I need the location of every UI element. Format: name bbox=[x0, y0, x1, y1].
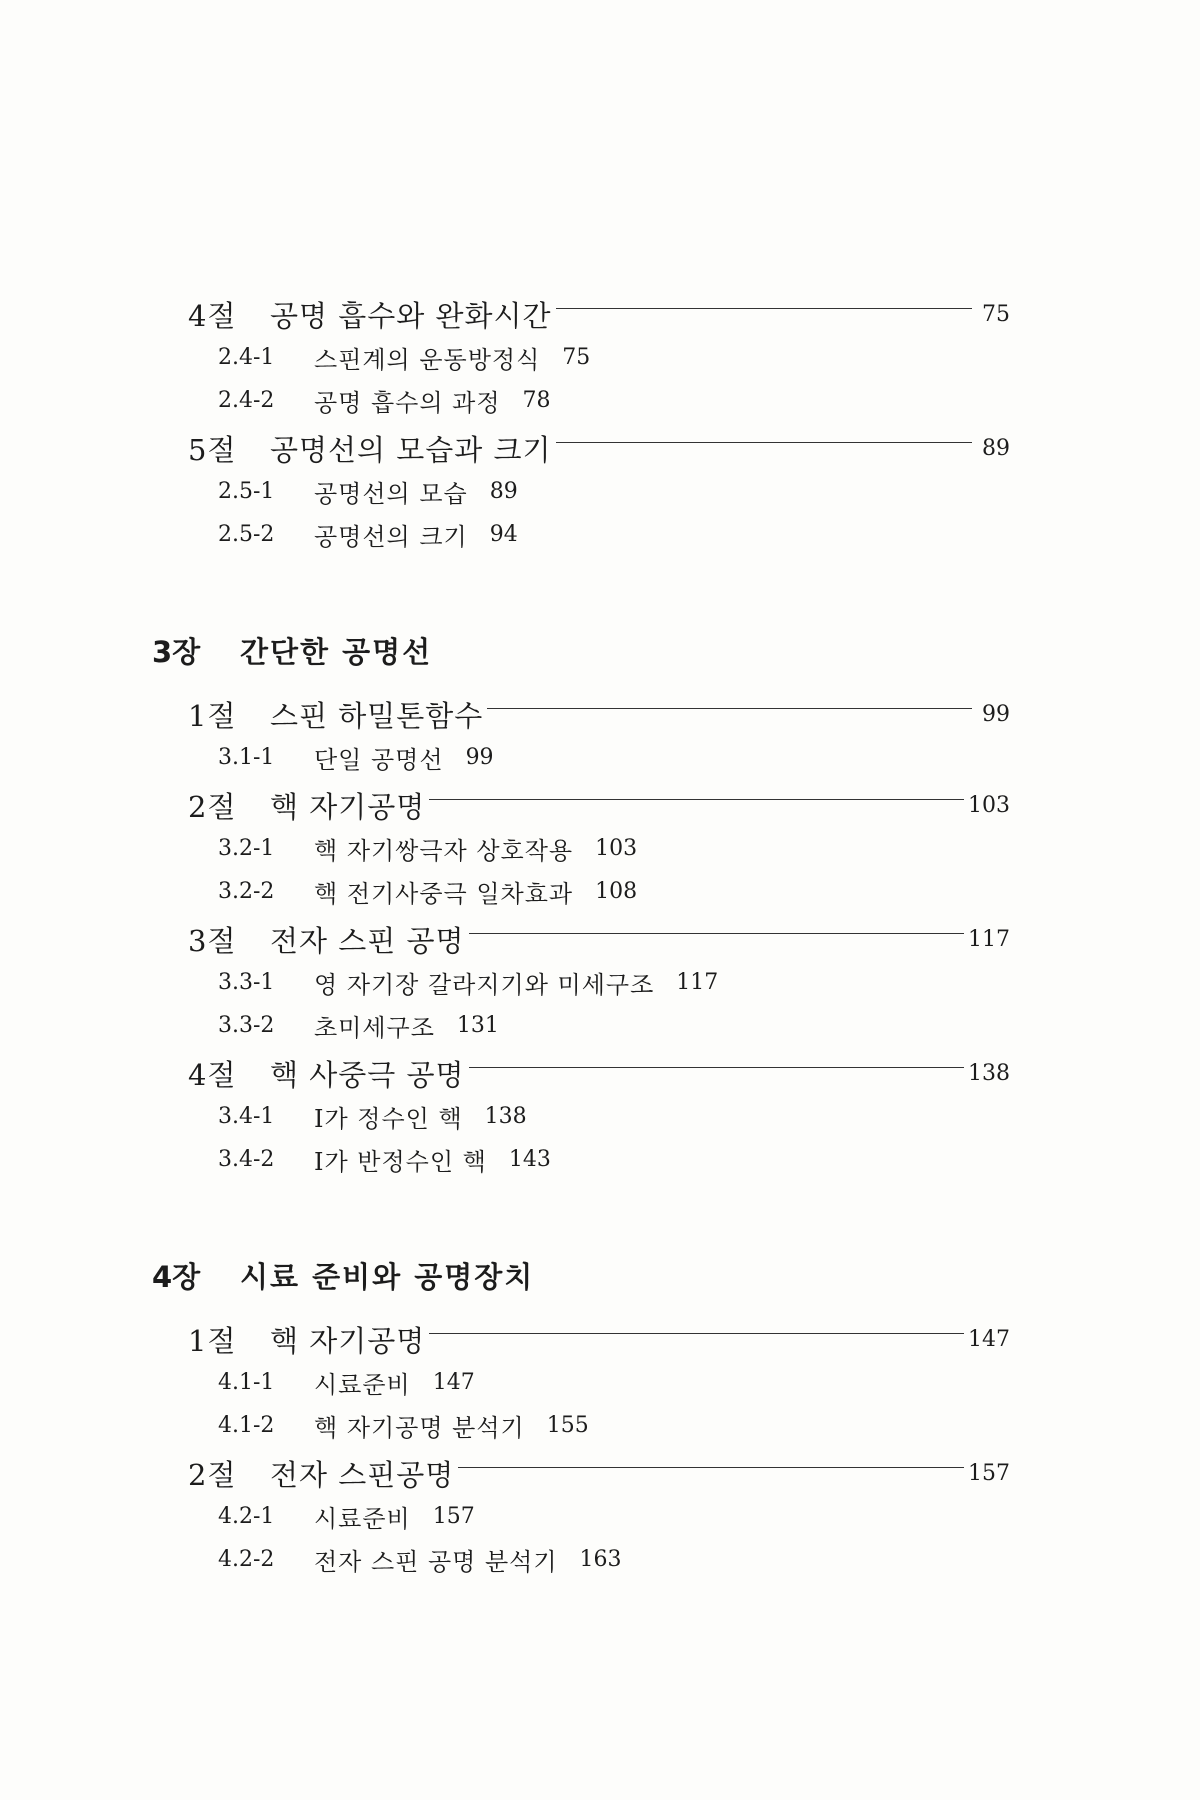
subsection-page-number: 155 bbox=[546, 1413, 589, 1438]
subsection-title: I가 정수인 핵 bbox=[314, 1105, 463, 1133]
section-title: 핵 자기공명 bbox=[270, 789, 426, 824]
subsection-page-number: 143 bbox=[508, 1147, 551, 1172]
section-page-number: 138 bbox=[968, 1060, 1010, 1086]
subsection-page-number: 157 bbox=[432, 1504, 475, 1529]
section-number: 2절 bbox=[188, 789, 237, 824]
subsection-title: 전자 스핀 공명 분석기 bbox=[314, 1548, 558, 1576]
section-page-number: 103 bbox=[968, 792, 1010, 818]
subsection-number: 3.2-1 bbox=[218, 836, 275, 861]
subsection-title: 시료준비 bbox=[314, 1371, 411, 1399]
subsection-number: 2.4-2 bbox=[218, 388, 275, 413]
subsection-page-number: 103 bbox=[595, 836, 638, 861]
toc-subsection-entry[interactable] bbox=[218, 1095, 1200, 1138]
subsection-number: 2.4-1 bbox=[218, 345, 275, 370]
toc-subsection-entry[interactable] bbox=[218, 1538, 1200, 1581]
section-title: 전자 스핀 공명 bbox=[270, 923, 465, 958]
leader-line bbox=[556, 308, 972, 309]
subsection-page-number: 147 bbox=[432, 1370, 475, 1395]
leader-line bbox=[469, 1067, 964, 1068]
leader-line bbox=[458, 1467, 964, 1468]
subsection-number: 4.1-1 bbox=[218, 1370, 275, 1395]
subsection-number: 4.2-1 bbox=[218, 1504, 275, 1529]
chapter-spacer bbox=[0, 556, 1200, 622]
subsection-number: 2.5-2 bbox=[218, 522, 275, 547]
section-number: 1절 bbox=[188, 698, 237, 733]
toc-subsection-entry[interactable] bbox=[218, 1138, 1200, 1181]
subsection-page-number: 131 bbox=[456, 1013, 499, 1038]
subsection-number: 4.2-2 bbox=[218, 1547, 275, 1572]
section-page-number: 99 bbox=[982, 701, 1010, 727]
section-title: 스핀 하밀톤함수 bbox=[270, 698, 484, 733]
toc-section-entry[interactable] bbox=[188, 426, 1010, 470]
subsection-page-number: 99 bbox=[465, 745, 494, 770]
section-page-number: 89 bbox=[982, 435, 1010, 461]
subsection-page-number: 117 bbox=[676, 970, 719, 995]
toc-section-entry[interactable] bbox=[188, 783, 1010, 827]
toc-subsection-entry[interactable] bbox=[218, 961, 1200, 1004]
toc-section-entry[interactable] bbox=[188, 917, 1010, 961]
section-title: 공명 흡수와 완화시간 bbox=[270, 298, 552, 333]
section-page-number: 157 bbox=[968, 1460, 1010, 1486]
section-page-number: 147 bbox=[968, 1326, 1010, 1352]
leader-line bbox=[469, 933, 964, 934]
subsection-title: I가 반정수인 핵 bbox=[314, 1148, 487, 1176]
section-title: 핵 사중극 공명 bbox=[270, 1057, 465, 1092]
leader-line bbox=[487, 708, 972, 709]
chapter-heading bbox=[152, 1247, 1200, 1303]
chapter-spacer bbox=[0, 1303, 1200, 1317]
subsection-number: 3.1-1 bbox=[218, 745, 275, 770]
subsection-title: 시료준비 bbox=[314, 1505, 411, 1533]
section-page-number: 117 bbox=[968, 926, 1010, 952]
leader-line bbox=[429, 1333, 964, 1334]
section-number: 3절 bbox=[188, 923, 237, 958]
section-number: 4절 bbox=[188, 1057, 237, 1092]
subsection-page-number: 163 bbox=[579, 1547, 622, 1572]
subsection-page-number: 75 bbox=[562, 345, 591, 370]
subsection-number: 3.2-2 bbox=[218, 879, 275, 904]
subsection-page-number: 138 bbox=[484, 1104, 527, 1129]
subsection-title: 핵 자기쌍극자 상호작용 bbox=[314, 837, 574, 865]
subsection-number: 3.4-1 bbox=[218, 1104, 275, 1129]
section-number: 1절 bbox=[188, 1323, 237, 1358]
chapter-number: 3장 bbox=[152, 634, 201, 669]
toc-subsection-entry[interactable] bbox=[218, 379, 1200, 422]
leader-line bbox=[429, 799, 964, 800]
chapter-title: 간단한 공명선 bbox=[240, 634, 433, 669]
toc-section-entry[interactable] bbox=[188, 292, 1010, 336]
subsection-title: 핵 전기사중극 일차효과 bbox=[314, 880, 574, 908]
section-title: 공명선의 모습과 크기 bbox=[270, 432, 552, 467]
subsection-number: 4.1-2 bbox=[218, 1413, 275, 1438]
toc-subsection-entry[interactable] bbox=[218, 470, 1200, 513]
section-title: 핵 자기공명 bbox=[270, 1323, 426, 1358]
table-of-contents bbox=[0, 292, 1200, 1581]
toc-section-entry[interactable] bbox=[188, 1451, 1010, 1495]
section-page-number: 75 bbox=[982, 301, 1010, 327]
subsection-page-number: 108 bbox=[595, 879, 638, 904]
toc-subsection-entry[interactable] bbox=[218, 870, 1200, 913]
toc-subsection-entry[interactable] bbox=[218, 1361, 1200, 1404]
chapter-number: 4장 bbox=[152, 1259, 201, 1294]
subsection-title: 초미세구조 bbox=[314, 1014, 435, 1042]
subsection-title: 영 자기장 갈라지기와 미세구조 bbox=[314, 971, 655, 999]
toc-subsection-entry[interactable] bbox=[218, 336, 1200, 379]
subsection-number: 3.3-2 bbox=[218, 1013, 275, 1038]
subsection-page-number: 89 bbox=[489, 479, 518, 504]
section-number: 5절 bbox=[188, 432, 237, 467]
subsection-title: 공명선의 모습 bbox=[314, 480, 468, 508]
subsection-number: 3.3-1 bbox=[218, 970, 275, 995]
toc-section-entry[interactable] bbox=[188, 1317, 1010, 1361]
subsection-number: 2.5-1 bbox=[218, 479, 275, 504]
toc-subsection-entry[interactable] bbox=[218, 1004, 1200, 1047]
toc-subsection-entry[interactable] bbox=[218, 513, 1200, 556]
section-number: 2절 bbox=[188, 1457, 237, 1492]
subsection-number: 3.4-2 bbox=[218, 1147, 275, 1172]
chapter-spacer bbox=[0, 678, 1200, 692]
chapter-title: 시료 준비와 공명장치 bbox=[240, 1259, 535, 1294]
subsection-page-number: 78 bbox=[522, 388, 551, 413]
toc-subsection-entry[interactable] bbox=[218, 1495, 1200, 1538]
leader-line bbox=[556, 442, 972, 443]
subsection-page-number: 94 bbox=[489, 522, 518, 547]
subsection-title: 공명 흡수의 과정 bbox=[314, 389, 501, 417]
section-title: 전자 스핀공명 bbox=[270, 1457, 455, 1492]
toc-section-entry[interactable] bbox=[188, 1051, 1010, 1095]
chapter-heading bbox=[152, 622, 1200, 678]
subsection-title: 단일 공명선 bbox=[314, 746, 444, 774]
toc-subsection-entry[interactable] bbox=[218, 827, 1200, 870]
toc-subsection-entry[interactable] bbox=[218, 736, 1200, 779]
subsection-title: 스핀계의 운동방정식 bbox=[314, 346, 541, 374]
subsection-title: 공명선의 크기 bbox=[314, 523, 468, 551]
toc-subsection-entry[interactable] bbox=[218, 1404, 1200, 1447]
chapter-spacer bbox=[0, 1181, 1200, 1247]
toc-section-entry[interactable] bbox=[188, 692, 1010, 736]
subsection-title: 핵 자기공명 분석기 bbox=[314, 1414, 525, 1442]
section-number: 4절 bbox=[188, 298, 237, 333]
